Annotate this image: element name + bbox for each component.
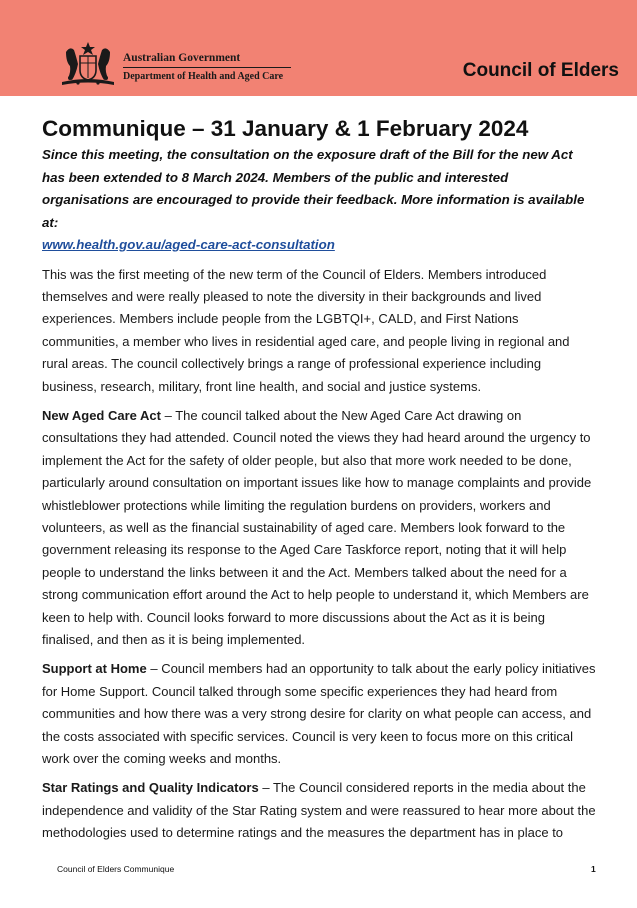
government-name: Australian Government xyxy=(123,52,241,64)
department-name: Department of Health and Aged Care xyxy=(123,71,284,82)
section-new-aged-care-act xyxy=(42,405,598,651)
consultation-link[interactable]: www.health.gov.au/aged-care-act-consultation xyxy=(42,237,335,252)
section-star-ratings xyxy=(42,777,598,844)
logo-divider xyxy=(123,67,291,68)
coat-of-arms-icon xyxy=(58,40,118,88)
government-logo-text xyxy=(123,51,303,83)
footer-page-number: 1 xyxy=(591,864,596,874)
paragraph-members: This was the first meeting of the new term of the Council of Elders. Members introduced themselves and were really pleased to note the diversity in their backgrounds and lived experiences. Members include people from the LGBTQI+, CALD, and First Nations communities, a member who lives in residential aged care, and people living in regional and rural areas. The council collectively brings a range of professional experience including business, research, military, front line health, and social and justice systems. xyxy=(42,266,570,394)
section-title: Star Ratings and Quality Indicators xyxy=(42,780,259,796)
section-text: – The council talked about the New Aged Care Act drawing on consultations they had attended. Council noted the views they had heard around the urgency to implement the Act for the safety of older people, but also that more work needed to be done, particularly around consultation on important issues like how to manage complaints and provide whistleblower protections while limiting the regulation burdens on providers, workers and volunteers, as well as the financial sustainability of aged care. Members look forward to the government releasing its response to the Aged Care Taskforce report, noting that it will help people to understand the links between it and the Act. Members talked about the need for a strong communication effort around the Act to help people to understand it, which Members are keen to help with. Council looks forward to more discussions about the Act as it is being finalised, and then as it is being implemented. xyxy=(42,407,592,647)
section-text: – Council members had an opportunity to talk about the early policy initiatives for Home Support. Council talked through some specific experiences they had heard from communities and how there was a very strong desire for clarity on what people can access, and the costs associated with specific services. Council is very keen to focus more on this critical work over the coming weeks and months. xyxy=(42,661,596,767)
intro-notice xyxy=(42,144,598,257)
intro-text: Since this meeting, the consultation on the exposure draft of the Bill for the new Act has been extended to 8 March 2024. Members of the public and interested organisations are encouraged to provide their feedback. More information is available at: xyxy=(42,147,585,230)
header-banner xyxy=(0,0,637,96)
council-title: Council of Elders xyxy=(462,60,619,81)
section-title: New Aged Care Act xyxy=(42,407,161,423)
footer-document-name: Council of Elders Communique xyxy=(57,864,175,874)
page-title: Communique – 31 January & 1 February 2024 xyxy=(42,116,529,141)
main-content xyxy=(42,114,598,845)
section-title: Support at Home xyxy=(42,661,147,677)
section-text: – The Council considered reports in the media about the independence and validity of the Star Rating system and were reassured to hear more about the methodologies used to determine ratings and the measures the department has in place to xyxy=(42,780,596,841)
section-support-at-home xyxy=(42,658,598,770)
